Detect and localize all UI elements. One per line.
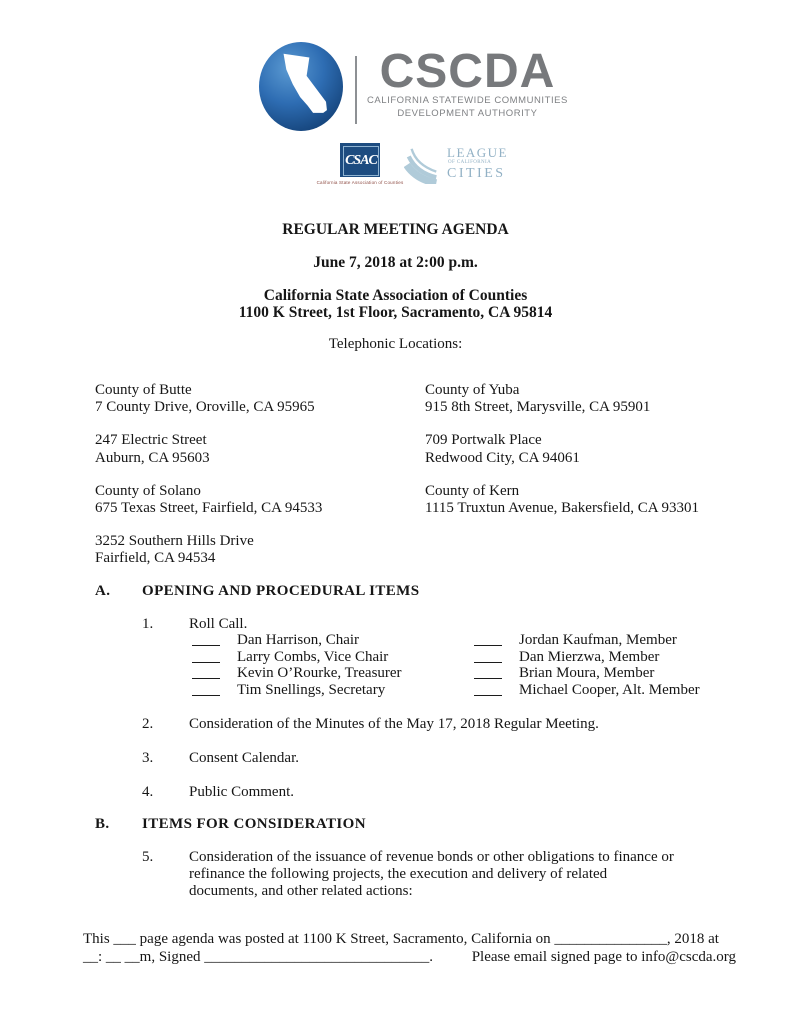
location-entry — [425, 432, 741, 466]
posting-email-note: Please email signed page to info@cscda.org — [471, 948, 736, 965]
csac-logo-inner-frame — [343, 146, 379, 176]
location-address: Auburn, CA 95603 — [95, 449, 210, 466]
telephonic-locations-list — [95, 382, 741, 584]
item-text: Consideration of the issuance of revenue bonds or other obligations to finance or refinance the following projects, the execution and delivery of related documents, and other related actions: — [189, 849, 674, 899]
item-text: Roll Call. — [189, 616, 248, 632]
csac-logo-caption: California State Association of Counties — [316, 180, 404, 185]
roll-call-member: Jordan Kaufman, Member — [519, 632, 677, 648]
location-name: 3252 Southern Hills Drive — [95, 533, 254, 550]
roll-call-row — [192, 649, 700, 666]
location-entry — [425, 382, 741, 416]
league-logo-text — [447, 146, 508, 181]
item-text: Consent Calendar. — [189, 750, 299, 766]
roll-call-member: Michael Cooper, Alt. Member — [519, 681, 700, 698]
roll-call-blank-line — [474, 633, 502, 646]
cscda-logo — [259, 42, 568, 131]
item-number: 2. — [142, 716, 154, 732]
location-address: 915 8th Street, Marysville, CA 95901 — [425, 399, 651, 416]
league-logo-line1: LEAGUE — [447, 145, 508, 160]
location-address: 675 Texas Street, Fairfield, CA 94533 — [95, 500, 323, 517]
section-title: OPENING AND PROCEDURAL ITEMS — [142, 583, 420, 599]
section-title: ITEMS FOR CONSIDERATION — [142, 816, 366, 832]
location-entry — [95, 483, 425, 517]
roll-call-row — [192, 632, 700, 649]
location-name: County of Butte — [95, 382, 192, 398]
location-address: 7 County Drive, Oroville, CA 95965 — [95, 399, 315, 416]
location-entry — [95, 432, 425, 466]
location-name: County of Yuba — [425, 382, 520, 398]
section-letter: A. — [95, 583, 111, 599]
agenda-item-3 — [142, 750, 675, 767]
roll-call-blank-line — [192, 683, 220, 696]
posting-statement-line1: This ___ page agenda was posted at 1100 K Street, Sacramento, California on _______________, 2018 at — [83, 931, 719, 947]
league-of-california-cities-logo — [404, 146, 508, 184]
location-name: 709 Portwalk Place — [425, 432, 542, 449]
item-number: 1. — [142, 616, 154, 632]
league-swoosh-icon — [404, 146, 442, 184]
location-address: Fairfield, CA 94534 — [95, 550, 216, 567]
posting-statement-line2 — [83, 949, 736, 967]
location-address: 1115 Truxtun Avenue, Bakersfield, CA 93301 — [425, 500, 700, 517]
roll-call-member: Dan Harrison, Chair — [237, 632, 360, 648]
section-a-heading — [95, 583, 419, 600]
roll-call-blank-line — [192, 633, 220, 646]
location-entry — [95, 533, 425, 567]
venue-name: California State Association of Counties — [263, 287, 528, 304]
roll-call-blank-line — [192, 666, 220, 679]
telephonic-locations-label: Telephonic Locations: — [328, 336, 463, 352]
roll-call-blank-line — [474, 683, 502, 696]
roll-call-row — [192, 665, 700, 682]
csac-logo-box — [340, 143, 380, 177]
agenda-item-5 — [142, 849, 675, 900]
meeting-title: REGULAR MEETING AGENDA — [282, 221, 509, 238]
roll-call-blank-line — [474, 666, 502, 679]
cscda-logo-acronym: CSCDA — [379, 45, 556, 98]
agenda-item-1 — [142, 616, 675, 633]
posting-statement — [83, 931, 736, 966]
league-logo-line3: CITIES — [447, 166, 506, 181]
item-number: 3. — [142, 750, 154, 766]
locations-left-column — [95, 382, 425, 584]
item-text: Public Comment. — [189, 784, 294, 800]
roll-call-row — [192, 682, 700, 699]
location-entry — [95, 382, 425, 416]
meeting-datetime: June 7, 2018 at 2:00 p.m. — [313, 254, 478, 271]
roll-call-blank-line — [474, 650, 502, 663]
venue-address: 1100 K Street, 1st Floor, Sacramento, CA 95814 — [238, 304, 553, 321]
roll-call-blank-line — [192, 650, 220, 663]
section-b-heading — [95, 816, 366, 833]
cscda-logo-tagline-1: CALIFORNIA STATEWIDE COMMUNITIES — [367, 95, 568, 106]
location-name: 247 Electric Street — [95, 432, 207, 449]
california-globe-icon — [259, 42, 343, 131]
roll-call-list — [192, 632, 700, 698]
location-address: Redwood City, CA 94061 — [425, 449, 580, 466]
posting-signature-blank: __: __ __m, Signed ______________________________. — [83, 948, 434, 965]
item-number: 4. — [142, 784, 154, 800]
locations-right-column — [425, 382, 741, 584]
cscda-logo-text — [367, 42, 568, 120]
section-letter: B. — [95, 816, 110, 832]
item-number: 5. — [142, 849, 154, 865]
csac-logo-acronym: CSAC — [345, 153, 377, 168]
league-logo-line2: OF CALIFORNIA — [448, 160, 492, 165]
roll-call-member: Kevin O’Rourke, Treasurer — [237, 665, 402, 682]
agenda-item-4 — [142, 784, 675, 801]
roll-call-member: Larry Combs, Vice Chair — [237, 648, 389, 665]
roll-call-member: Tim Snellings, Secretary — [237, 681, 386, 698]
california-state-icon — [276, 51, 328, 123]
location-name: County of Solano — [95, 482, 201, 499]
location-entry — [425, 483, 741, 517]
logo-divider — [355, 56, 357, 124]
roll-call-member: Brian Moura, Member — [519, 665, 655, 682]
location-name: County of Kern — [425, 482, 520, 499]
item-text: Consideration of the Minutes of the May 17, 2018 Regular Meeting. — [189, 716, 599, 732]
cscda-logo-tagline-2: DEVELOPMENT AUTHORITY — [397, 108, 538, 119]
agenda-item-2 — [142, 716, 675, 733]
roll-call-member: Dan Mierzwa, Member — [519, 648, 660, 665]
